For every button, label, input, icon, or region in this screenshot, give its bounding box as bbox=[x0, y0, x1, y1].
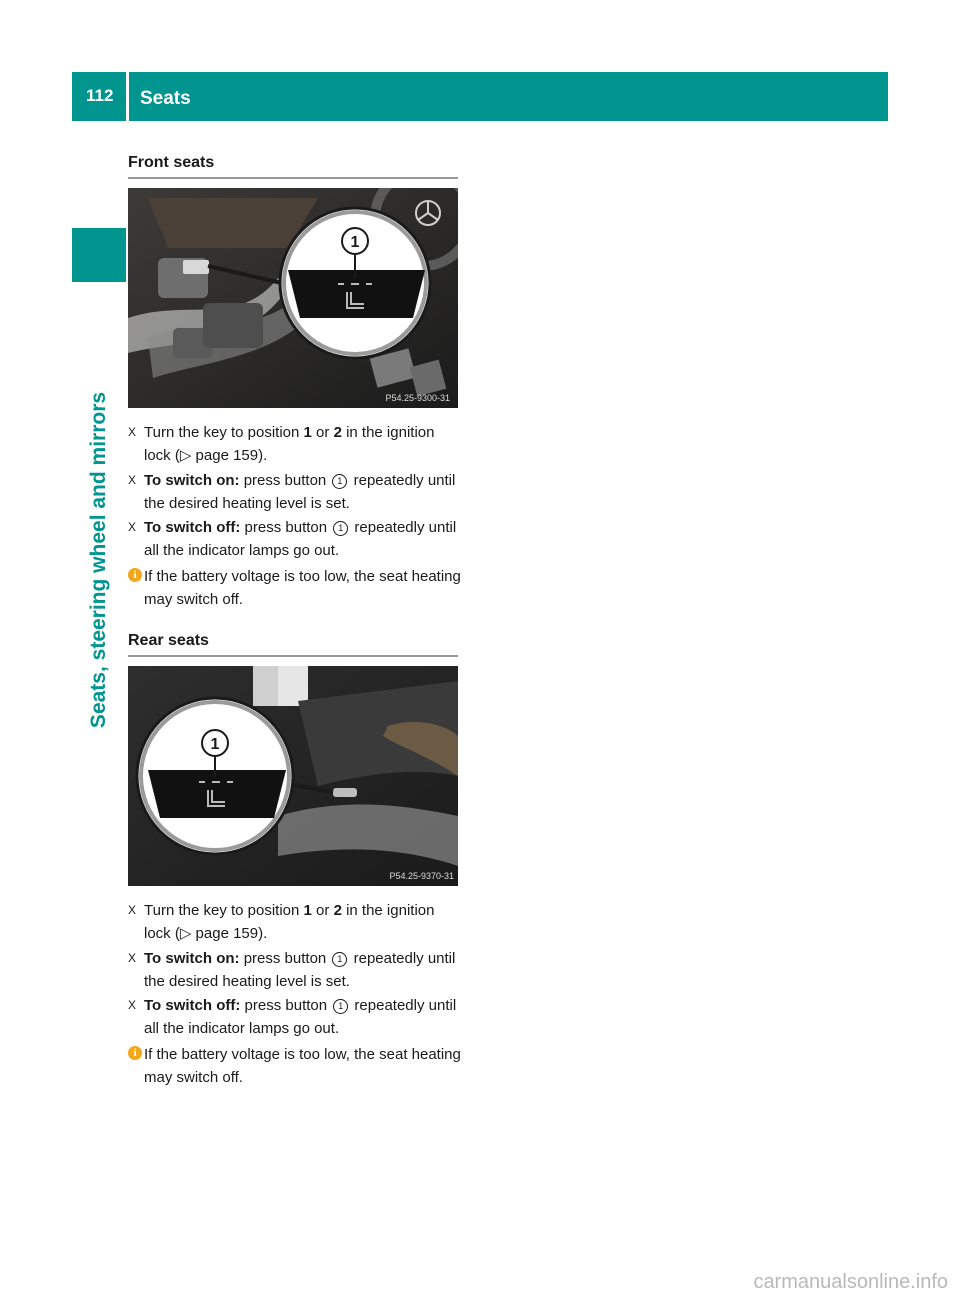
callout-1-icon: 1 bbox=[332, 952, 347, 967]
step-arrow-icon: X bbox=[128, 998, 137, 1012]
step-arrow-icon: X bbox=[128, 903, 137, 917]
note-battery: i If the battery voltage is too low, the seat heating may switch off. bbox=[128, 1043, 462, 1089]
step-switch-on: X To switch on: press button 1 repeatedly until the desired heating level is set. bbox=[128, 947, 462, 993]
callout-1-icon: 1 bbox=[333, 521, 348, 536]
info-icon: i bbox=[128, 1046, 142, 1060]
page-number: 112 bbox=[86, 86, 114, 105]
callout-1-icon: 1 bbox=[332, 474, 347, 489]
step-arrow-icon: X bbox=[128, 473, 137, 487]
callout-1-icon: 1 bbox=[333, 999, 348, 1014]
page-title: Seats bbox=[140, 88, 191, 109]
info-icon: i bbox=[128, 568, 142, 582]
header-bar bbox=[72, 72, 888, 121]
image-id: P54.25-9300-31 bbox=[385, 393, 450, 403]
section-rule bbox=[128, 177, 458, 179]
front-seats-illustration bbox=[128, 188, 458, 408]
section-title-rear-seats: Rear seats bbox=[128, 632, 209, 649]
chapter-title: Seats, steering wheel and mirrors bbox=[87, 391, 110, 729]
rear-seats-illustration bbox=[128, 666, 458, 886]
step-arrow-icon: X bbox=[128, 425, 137, 439]
watermark: carmanualsonline.info bbox=[753, 1271, 948, 1293]
rear-seats-photo bbox=[128, 666, 458, 886]
step-switch-off: X To switch off: press button 1 repeatedly until all the indicator lamps go out. bbox=[128, 994, 462, 1040]
image-id: P54.25-9370-31 bbox=[389, 871, 454, 881]
step-arrow-icon: X bbox=[128, 520, 137, 534]
callout-1-label: 1 bbox=[210, 736, 220, 753]
section-title-front-seats: Front seats bbox=[128, 154, 215, 171]
note-battery: i If the battery voltage is too low, the seat heating may switch off. bbox=[128, 565, 462, 611]
step-turn-key: X Turn the key to position 1 or 2 in the ignition lock (▷ page 159). bbox=[128, 899, 462, 945]
step-arrow-icon: X bbox=[128, 951, 137, 965]
step-turn-key: X Turn the key to position 1 or 2 in the ignition lock (▷ page 159). bbox=[128, 421, 462, 467]
step-switch-off: X To switch off: press button 1 repeatedly until all the indicator lamps go out. bbox=[128, 516, 462, 562]
step-switch-on: X To switch on: press button 1 repeatedly until the desired heating level is set. bbox=[128, 469, 462, 515]
header-divider bbox=[126, 72, 129, 121]
callout-1-label: 1 bbox=[350, 234, 360, 251]
chapter-tab bbox=[72, 228, 126, 282]
front-seats-photo bbox=[128, 188, 458, 408]
section-rule bbox=[128, 655, 458, 657]
